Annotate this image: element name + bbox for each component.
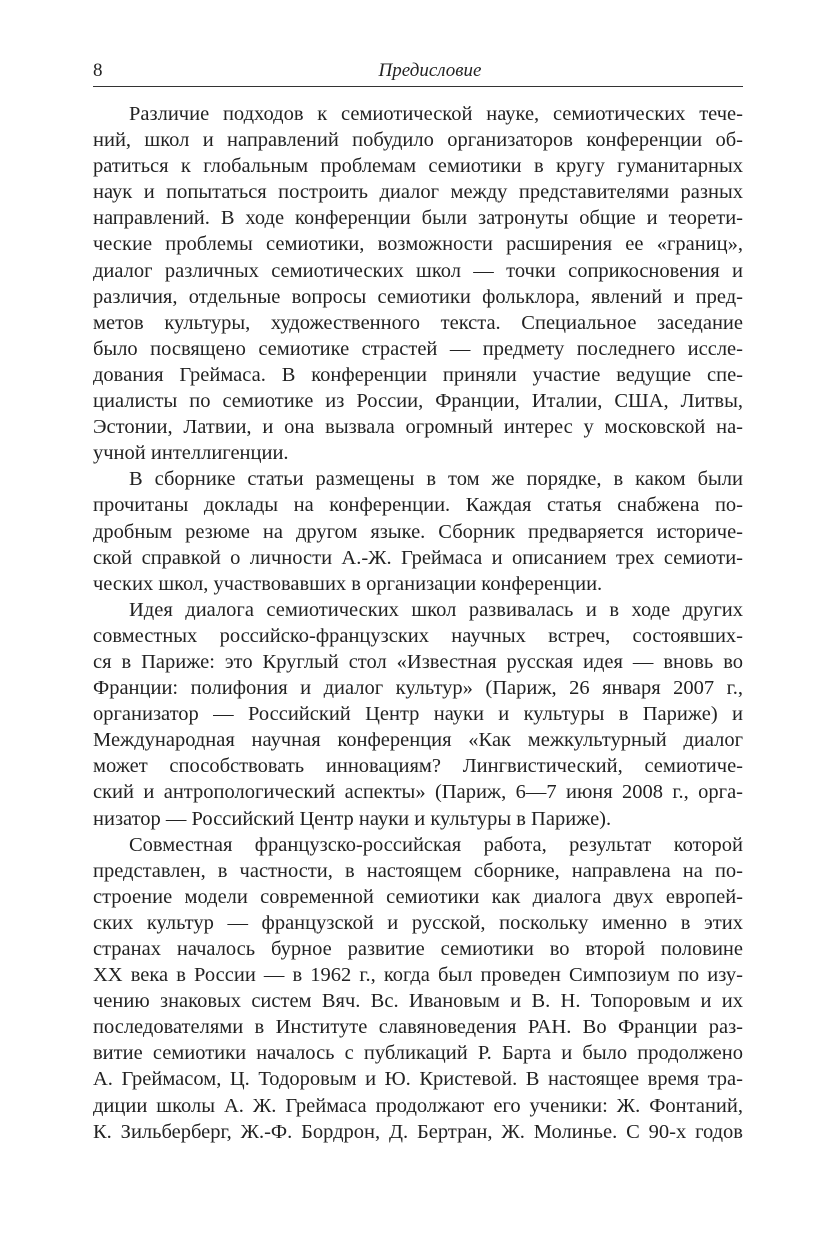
text-line: ческие проблемы семиотики, возможности расширения ее «границ», (93, 233, 743, 256)
body-text (93, 101, 743, 1145)
text-line: ских культур — французской и русской, поскольку именно в этих (93, 911, 743, 934)
text-line: различия, отдельные вопросы семиотики фольклора, явлений и пред- (93, 285, 743, 308)
text-line: Международная научная конференция «Как межкультурный диалог (93, 729, 743, 752)
text-line: учной интеллигенции. (93, 442, 289, 465)
text-line: совместных российско-французских научных встреч, состоявших- (93, 624, 743, 647)
text-line: Различие подходов к семиотической науке, семиотических тече- (129, 103, 743, 125)
text-line: метов культуры, художественного текста. Специальное заседание (93, 311, 743, 334)
page-number: 8 (93, 60, 103, 81)
text-line: диции школы А. Ж. Греймаса продолжают его ученики: Ж. Фонтаний, (93, 1094, 743, 1117)
text-line: может способствовать инновациям? Лингвистический, семиотиче- (93, 755, 743, 778)
text-line: чению знаковых систем Вяч. Вс. Ивановым и В. Н. Топоровым и их (93, 990, 743, 1013)
text-line: ской справкой о личности А.-Ж. Греймаса и описанием трех семиоти- (93, 546, 743, 569)
text-line: витие семиотики началось с публикаций Р. Барта и было продолжено (93, 1042, 743, 1065)
text-line: В сборнике статьи размещены в том же порядке, в каком были (129, 468, 743, 491)
text-line: ний, школ и направлений побудило организаторов конференции об- (93, 129, 743, 152)
text-line: последователями в Институте славяноведения РАН. Во Франции раз- (93, 1016, 743, 1039)
paragraph (93, 466, 743, 596)
text-line: наук и попытаться построить диалог между представителями разных (93, 181, 743, 204)
text-line: прочитаны доклады на конференции. Каждая статья снабжена по- (93, 494, 743, 517)
text-line: К. Зильберберг, Ж.-Ф. Бордрон, Д. Бертран, Ж. Молинье. С 90-х годов (93, 1120, 743, 1143)
text-line: странах началось бурное развитие семиотики во второй половине (93, 938, 743, 960)
text-line: XX века в России — в 1962 г., когда был проведен Симпозиум по изу- (93, 964, 743, 987)
paragraph (93, 832, 743, 1145)
running-head (93, 56, 743, 87)
text-line: строение модели современной семиотики как диалога двух европей- (93, 885, 743, 908)
text-line: представлен, в частности, в настоящем сборнике, направлена на по- (93, 859, 743, 882)
text-line: А. Греймасом, Ц. Тодоровым и Ю. Кристевой. В настоящее время тра- (93, 1068, 743, 1091)
paragraph (93, 597, 743, 832)
text-line: низатор — Российский Центр науки и культуры в Париже). (93, 807, 612, 830)
text-line: Эстонии, Латвии, и она вызвала огромный интерес у московской на- (93, 416, 743, 439)
text-line: Франции: полифония и диалог культур» (Париж, 26 января 2007 г., (93, 677, 743, 700)
text-line: было посвящено семиотике страстей — предмету последнего иссле- (93, 337, 743, 360)
text-line: дробным резюме на другом языке. Сборник предваряется историче- (93, 520, 743, 543)
book-page (93, 56, 743, 1145)
text-line: ский и антропологический аспекты» (Париж, 6—7 июня 2008 г., орга- (93, 781, 743, 804)
text-line: ческих школ, участвовавших в организации конференции. (93, 572, 603, 595)
text-line: организатор — Российский Центр науки и культуры в Париже) и (93, 703, 743, 726)
text-line: диалог различных семиотических школ — точки соприкосновения и (93, 259, 743, 282)
text-line: Совместная французско-российская работа, результат которой (129, 833, 743, 856)
text-line: циалисты по семиотике из России, Франции, Италии, США, Литвы, (93, 390, 743, 413)
text-line: ратиться к глобальным проблемам семиотики в кругу гуманитарных (93, 155, 743, 178)
text-line: дования Греймаса. В конференции приняли участие ведущие спе- (93, 363, 743, 386)
text-line: Идея диалога семиотических школ развивалась и в ходе других (129, 598, 743, 621)
text-line: направлений. В ходе конференции были затронуты общие и теорети- (93, 207, 743, 230)
text-line: ся в Париже: это Круглый стол «Известная русская идея — вновь во (93, 650, 743, 673)
running-head-title: Предисловие (378, 60, 482, 81)
paragraph (93, 101, 743, 466)
